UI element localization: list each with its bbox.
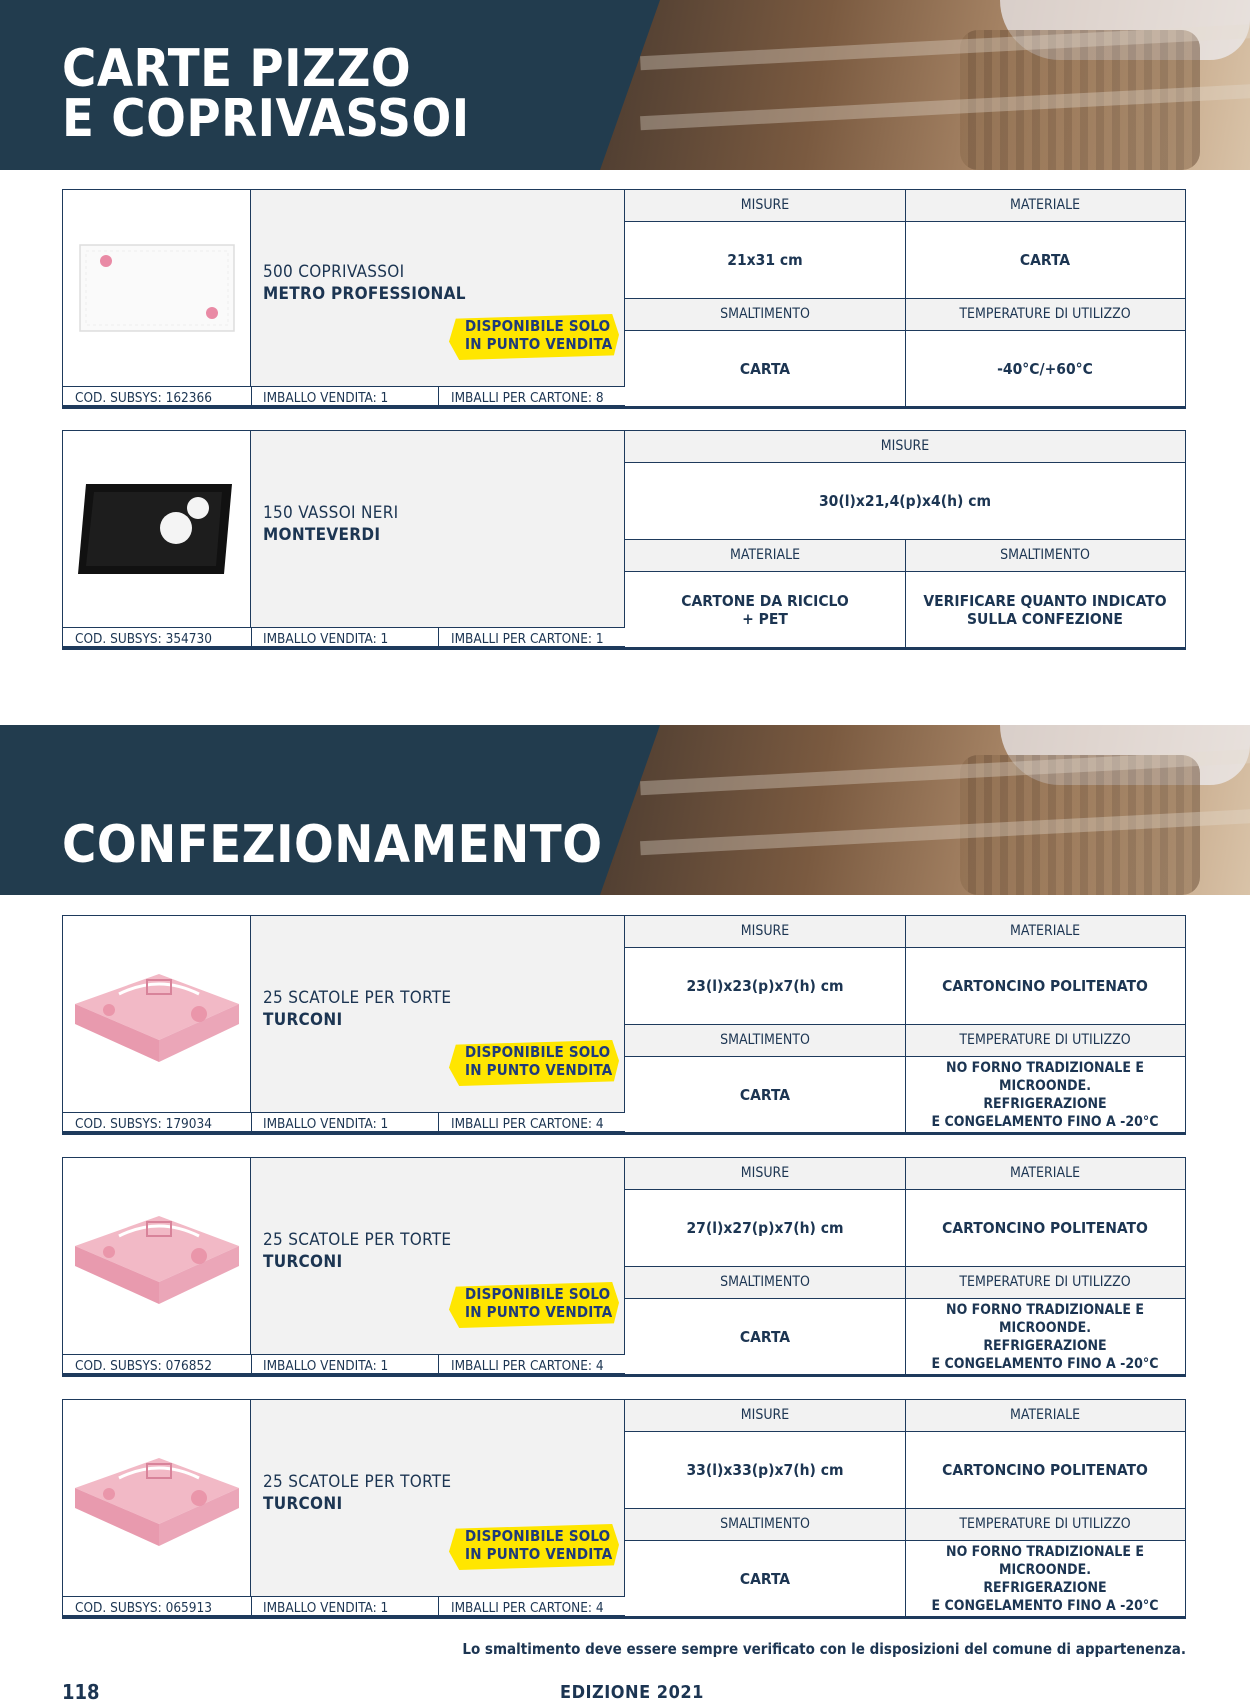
spec-smaltimento: CARTA [625,1299,905,1374]
spec-temperature: NO FORNO TRADIZIONALE E MICROONDE. REFRIGERAZIONE E CONGELAMENTO FINO A -20°C [905,1541,1185,1616]
product-name: 500 COPRIVASSOI [263,262,405,282]
product-card [62,189,1186,409]
doily-tray-image [72,233,242,343]
product-footer [63,1112,625,1132]
spec-smaltimento: VERIFICARE QUANTO INDICATO SULLA CONFEZIONE [905,572,1185,647]
cake-box-image [69,1438,245,1558]
section-banner-confezionamento [0,725,1250,895]
packs-per-carton: IMBALLI PER CARTONE: 1 [451,631,604,647]
product-brand: MONTEVERDI [263,525,381,545]
spec-misure: 33(l)x33(p)x7(h) cm [625,1432,905,1509]
availability-badge: DISPONIBILE SOLO IN PUNTO VENDITA [449,314,619,360]
product-card [62,915,1186,1135]
product-footer [63,627,625,647]
spec-materiale: CARTONCINO POLITENATO [905,1432,1185,1509]
product-image [63,431,251,627]
spec-materiale: CARTONE DA RICICLO + PET [625,572,905,647]
product-footer [63,386,625,406]
availability-badge: DISPONIBILE SOLO IN PUNTO VENDITA [449,1282,619,1328]
spec-temperature: NO FORNO TRADIZIONALE E MICROONDE. REFRIGERAZIONE E CONGELAMENTO FINO A -20°C [905,1057,1185,1132]
product-code: COD. SUBSYS: 076852 [75,1358,212,1374]
product-brand: TURCONI [263,1010,343,1030]
spec-smaltimento: CARTA [625,1057,905,1132]
product-card [62,1399,1186,1619]
section-title: CONFEZIONAMENTO [62,815,603,875]
product-card [62,430,1186,650]
product-card [62,1157,1186,1377]
product-footer [63,1596,625,1616]
sale-pack: IMBALLO VENDITA: 1 [263,1116,389,1132]
product-name: 25 SCATOLE PER TORTE [263,1230,452,1250]
cake-box-image [69,1196,245,1316]
spec-table: MISURE MATERIALE 33(l)x33(p)x7(h) cm CARTONCINO POLITENATO SMALTIMENTO TEMPERATURE DI UTILIZZO CARTA NO FORNO TRADIZIONALE E MICROONDE. REFRIGERAZIONE E CONGELAMENTO FINO A -20°C [625,1400,1185,1616]
page-number: 118 [62,1680,100,1704]
product-footer [63,1354,625,1374]
spec-materiale: CARTONCINO POLITENATO [905,948,1185,1025]
edition-label: EDIZIONE 2021 [560,1682,704,1703]
section-title: CARTE PIZZO E COPRIVASSOI [62,39,470,149]
spec-temperature: -40°C/+60°C [905,331,1185,406]
sale-pack: IMBALLO VENDITA: 1 [263,631,389,647]
spec-table: MISURE MATERIALE 23(l)x23(p)x7(h) cm CARTONCINO POLITENATO SMALTIMENTO TEMPERATURE DI UTILIZZO CARTA NO FORNO TRADIZIONALE E MICROONDE. REFRIGERAZIONE E CONGELAMENTO FINO A -20°C [625,916,1185,1132]
black-tray-image [72,474,242,584]
packs-per-carton: IMBALLI PER CARTONE: 8 [451,390,604,406]
product-code: COD. SUBSYS: 065913 [75,1600,212,1616]
sale-pack: IMBALLO VENDITA: 1 [263,1600,389,1616]
cake-box-image [69,954,245,1074]
spec-table: MISURE MATERIALE 27(l)x27(p)x7(h) cm CARTONCINO POLITENATO SMALTIMENTO TEMPERATURE DI UTILIZZO CARTA NO FORNO TRADIZIONALE E MICROONDE. REFRIGERAZIONE E CONGELAMENTO FINO A -20°C [625,1158,1185,1374]
product-brand: METRO PROFESSIONAL [263,284,466,304]
product-name: 25 SCATOLE PER TORTE [263,1472,452,1492]
packs-per-carton: IMBALLI PER CARTONE: 4 [451,1358,604,1374]
spec-misure: 21x31 cm [625,222,905,299]
spec-materiale: CARTONCINO POLITENATO [905,1190,1185,1267]
packs-per-carton: IMBALLI PER CARTONE: 4 [451,1600,604,1616]
spec-misure: 23(l)x23(p)x7(h) cm [625,948,905,1025]
spec-table: MISURE MATERIALE 21x31 cm CARTA SMALTIMENTO TEMPERATURE DI UTILIZZO CARTA -40°C/+60°C [625,190,1185,406]
product-brand: TURCONI [263,1494,343,1514]
spec-materiale: CARTA [905,222,1185,299]
spec-misure: 30(l)x21,4(p)x4(h) cm [625,463,1185,540]
product-brand: TURCONI [263,1252,343,1272]
product-image [63,190,251,386]
product-code: COD. SUBSYS: 354730 [75,631,212,647]
availability-badge: DISPONIBILE SOLO IN PUNTO VENDITA [449,1040,619,1086]
product-name: 150 VASSOI NERI [263,503,399,523]
availability-badge: DISPONIBILE SOLO IN PUNTO VENDITA [449,1524,619,1570]
product-code: COD. SUBSYS: 179034 [75,1116,212,1132]
product-image [63,1400,251,1596]
spec-table: MISURE 30(l)x21,4(p)x4(h) cm MATERIALE SMALTIMENTO CARTONE DA RICICLO + PET VERIFICARE QUANTO INDICATO SULLA CONFEZIONE [625,431,1185,647]
section-banner-carte-pizzo [0,0,1250,170]
spec-misure: 27(l)x27(p)x7(h) cm [625,1190,905,1267]
product-image [63,916,251,1112]
spec-smaltimento: CARTA [625,1541,905,1616]
product-name: 25 SCATOLE PER TORTE [263,988,452,1008]
product-code: COD. SUBSYS: 162366 [75,390,212,406]
disposal-note: Lo smaltimento deve essere sempre verificato con le disposizioni del comune di appartenenza. [462,1640,1186,1658]
product-image [63,1158,251,1354]
spec-temperature: NO FORNO TRADIZIONALE E MICROONDE. REFRIGERAZIONE E CONGELAMENTO FINO A -20°C [905,1299,1185,1374]
sale-pack: IMBALLO VENDITA: 1 [263,390,389,406]
spec-smaltimento: CARTA [625,331,905,406]
packs-per-carton: IMBALLI PER CARTONE: 4 [451,1116,604,1132]
sale-pack: IMBALLO VENDITA: 1 [263,1358,389,1374]
